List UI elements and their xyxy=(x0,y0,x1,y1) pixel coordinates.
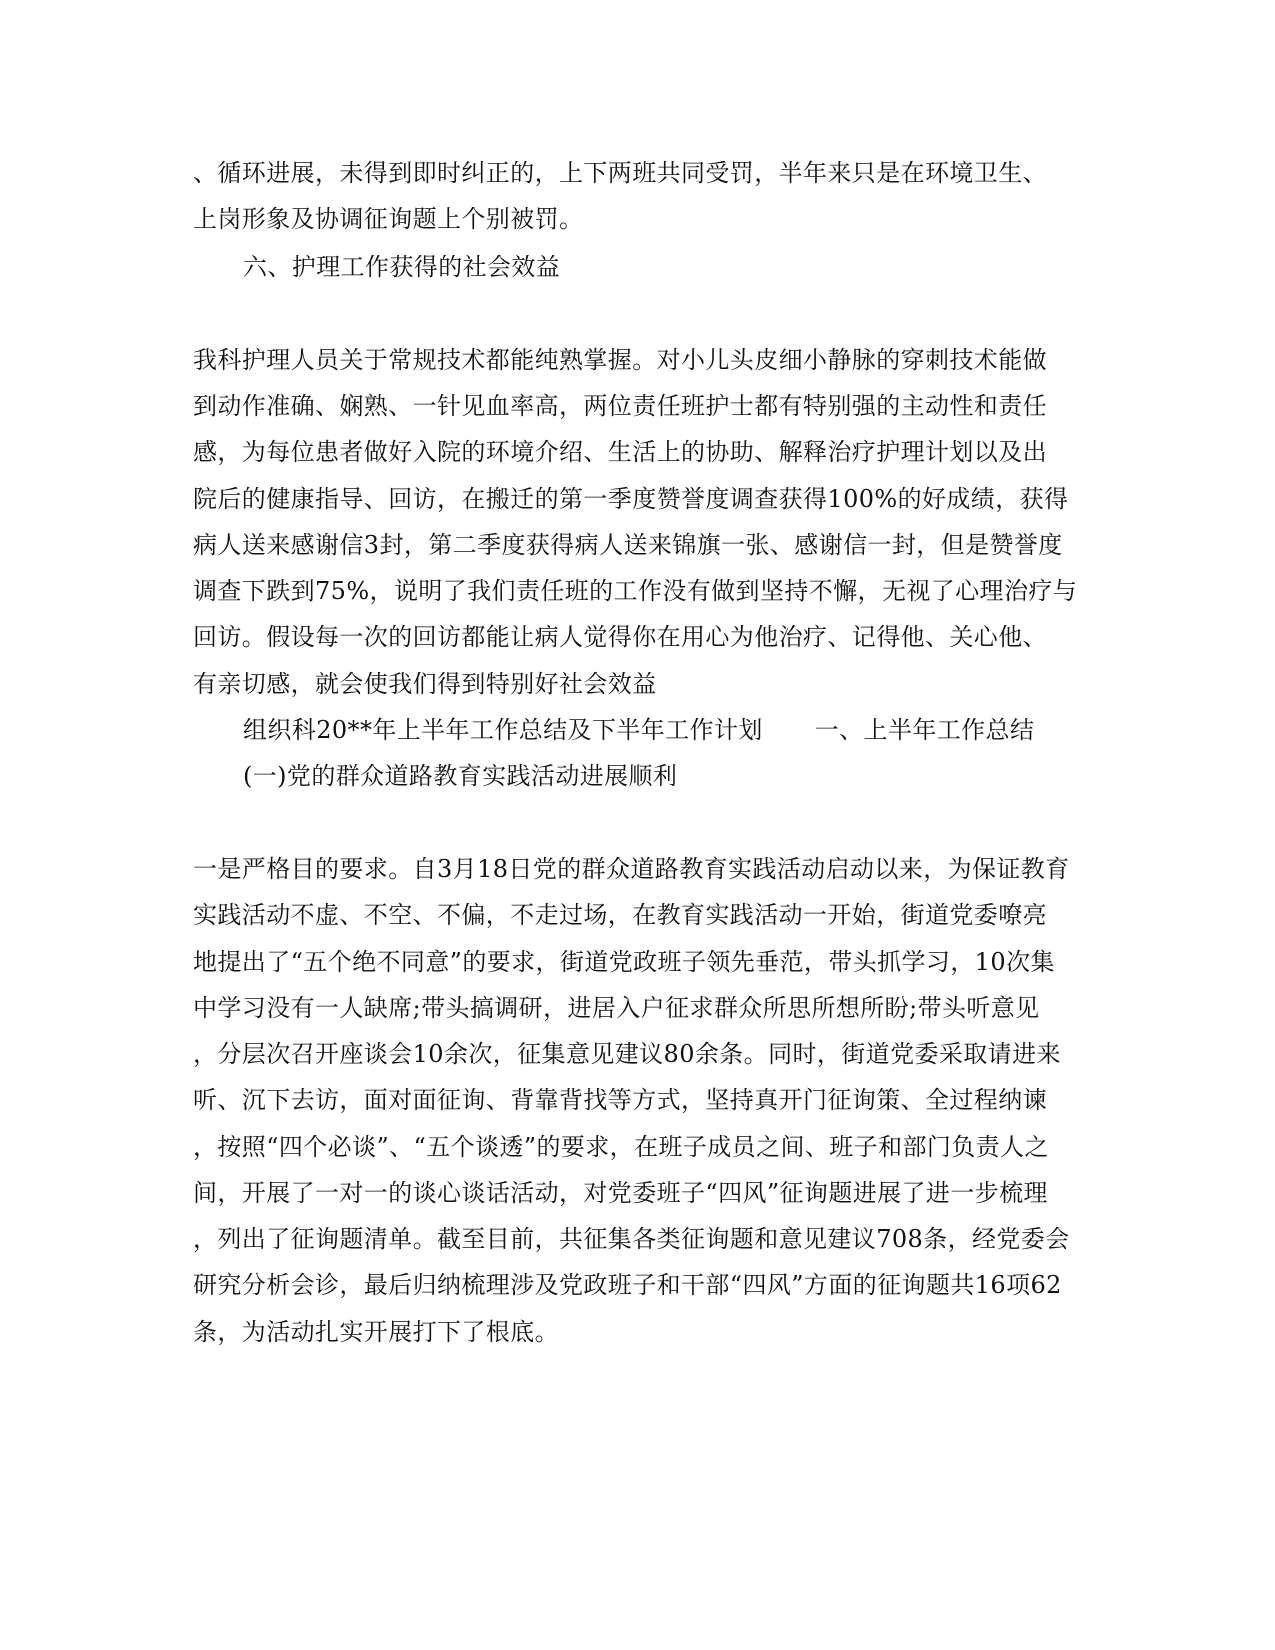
section-heading: 一、上半年工作总结 xyxy=(814,716,1035,744)
text-line: 研究分析会诊，最后归纳梳理涉及党政班子和干部“四风”方面的征询题共16项62 xyxy=(193,1271,1062,1299)
text-line: ，按照“四个必谈”、“五个谈透”的要求，在班子成员之间、班子和部门负责人之 xyxy=(193,1133,1049,1161)
text-line: 听、沉下去访，面对面征询、背靠背找等方式，坚持真开门征询策、全过程纳谏 xyxy=(193,1086,1047,1114)
section-heading: 六、护理工作获得的社会效益 xyxy=(243,253,561,281)
text-line: 一是严格目的要求。自3月18日党的群众道路教育实践活动启动以来，为保证教育 xyxy=(193,855,1070,883)
text-line: ，列出了征询题清单。截至目前，共征集各类征询题和意见建议708条，经党委会 xyxy=(193,1225,1070,1253)
document-title: 组织科20**年上半年工作总结及下半年工作计划 xyxy=(243,716,763,744)
text-line: 上岗形象及协调征询题上个别被罚。 xyxy=(193,205,584,233)
text-line: 院后的健康指导、回访，在搬迁的第一季度赞誉度调查获得100%的好成绩，获得 xyxy=(193,485,1069,513)
text-line: 条，为活动扎实开展打下了根底。 xyxy=(193,1318,559,1346)
text-line: 间，开展了一对一的谈心谈话活动，对党委班子“四风”征询题进展了进一步梳理 xyxy=(193,1179,1048,1207)
text-line: 病人送来感谢信3封，第二季度获得病人送来锦旗一张、感谢信一封，但是赞誉度 xyxy=(193,531,1063,559)
text-line: 实践活动不虚、不空、不偏，不走过场，在教育实践活动一开始，街道党委嘹亮 xyxy=(193,901,1047,929)
text-line: 到动作准确、娴熟、一针见血率高，两位责任班护士都有特别强的主动性和责任 xyxy=(193,392,1047,420)
text-line: 有亲切感，就会使我们得到特别好社会效益 xyxy=(193,670,657,698)
text-line: 我科护理人员关于常规技术都能纯熟掌握。对小儿头皮细小静脉的穿刺技术能做 xyxy=(193,346,1047,374)
subheading: (一)党的群众道路教育实践活动进展顺利 xyxy=(243,762,678,790)
text-line: 感，为每位患者做好入院的环境介绍、生活上的协助、解释治疗护理计划以及出 xyxy=(193,438,1047,466)
text-line: 地提出了“五个绝不同意”的要求，街道党政班子领先垂范，带头抓学习，10次集 xyxy=(193,948,1055,976)
text-line: 调查下跌到75%，说明了我们责任班的工作没有做到坚持不懈，无视了心理治疗与 xyxy=(193,577,1078,605)
text-line: 回访。假设每一次的回访都能让病人觉得你在用心为他治疗、记得他、关心他、 xyxy=(193,623,1047,651)
text-line: ，分层次召开座谈会10余次，征集意见建议80余条。同时，街道党委采取请进来 xyxy=(193,1040,1061,1068)
text-line: 、循环进展，未得到即时纠正的，上下两班共同受罚，半年来只是在环境卫生、 xyxy=(193,159,1047,187)
document-title-line xyxy=(243,715,1034,745)
text-line: 中学习没有一人缺席;带头搞调研，进居入户征求群众所思所想所盼;带头听意见 xyxy=(193,994,1040,1022)
